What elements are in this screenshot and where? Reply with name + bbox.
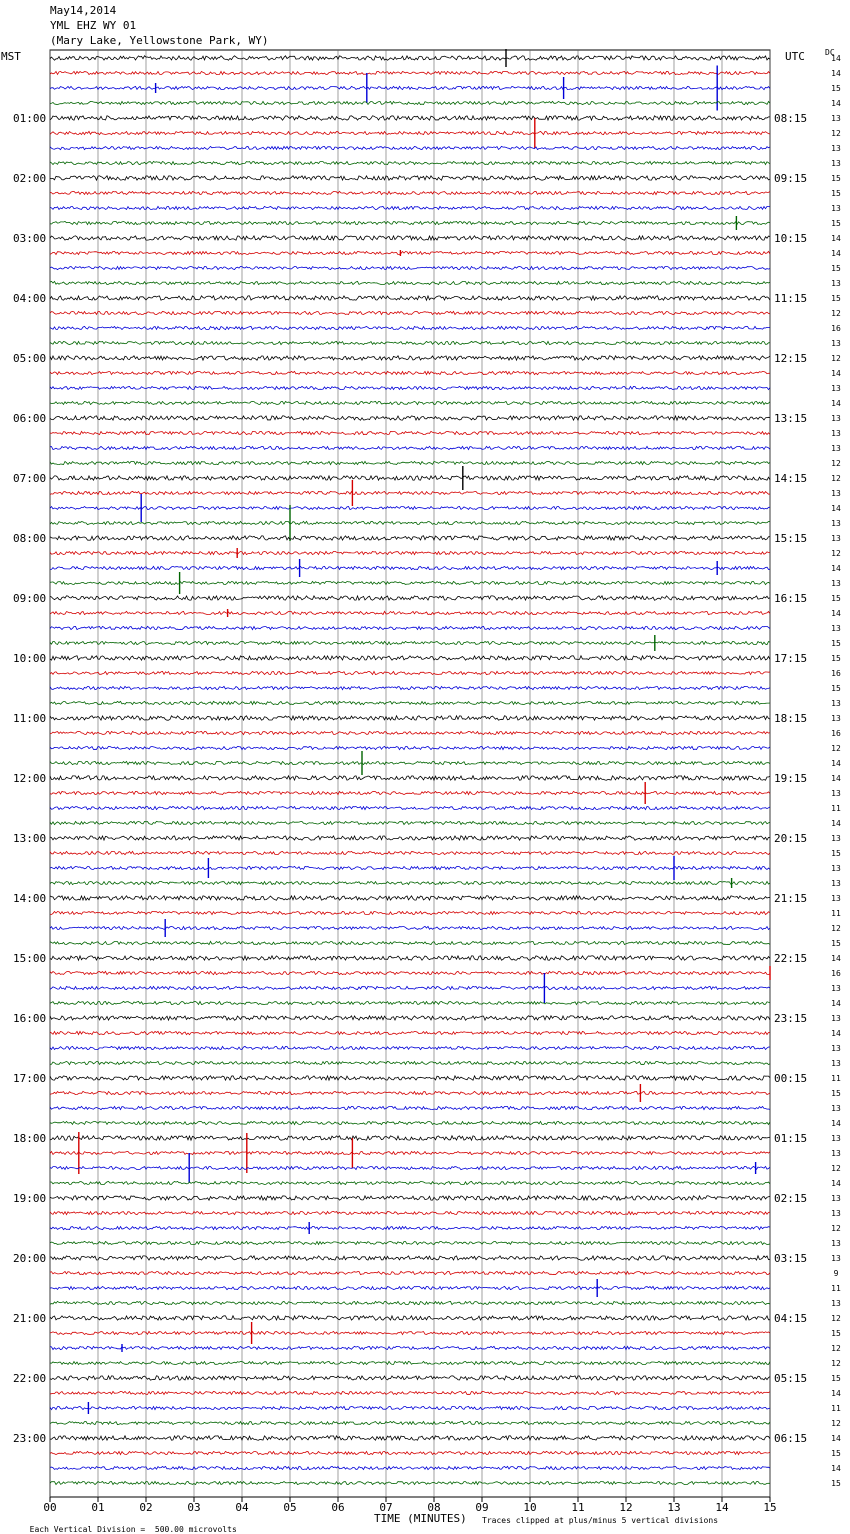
trace-row [50,896,770,900]
utc-hour-label: 01:15 [774,1132,808,1145]
dc-offset-value: 15 [831,294,841,303]
dc-offset-value: 12 [831,1224,841,1233]
dc-offset-value: 13 [831,429,841,438]
dc-offset-value: 13 [831,339,841,348]
utc-hour-label: 18:15 [774,712,808,725]
trace-row [50,971,770,974]
scale-note-value: 500.00 microvolts [154,1525,237,1534]
utc-hour-label: 10:15 [774,232,808,245]
trace-row [50,851,770,854]
trace-row [50,776,770,780]
dc-offset-value: 12 [831,1359,841,1368]
trace-row [50,611,770,614]
x-tick-label: 15 [763,1501,777,1514]
mst-axis-label: MST [1,50,21,63]
trace-row [50,1226,770,1229]
dc-offset-value: 13 [831,144,841,153]
mst-hour-label: 03:00 [13,232,47,245]
dc-offset-value: 16 [831,969,841,978]
dc-offset-value: 16 [831,729,841,738]
trace-row [50,671,770,674]
trace-row [50,386,770,389]
dc-offset-value: 13 [831,1194,841,1203]
dc-offset-value: 12 [831,549,841,558]
trace-row [50,326,770,329]
dc-offset-value: 13 [831,579,841,588]
dc-offset-value: 14 [831,1464,841,1473]
dc-offset-value: 15 [831,84,841,93]
mst-hour-label: 11:00 [13,712,47,725]
dc-offset-value: 15 [831,1374,841,1383]
mst-hour-label: 08:00 [13,532,47,545]
utc-hour-label: 16:15 [774,592,808,605]
trace-row [50,446,770,449]
dc-offset-value: 13 [831,1299,841,1308]
dc-offset-value: 12 [831,474,841,483]
trace-row [50,1091,770,1094]
title-date: May14,2014 [50,4,117,17]
dc-offset-value: 15 [831,219,841,228]
dc-offset-value: 13 [831,1254,841,1263]
trace-row [50,836,770,840]
mst-hour-label: 15:00 [13,952,47,965]
mst-hour-label: 02:00 [13,172,47,185]
x-tick-label: 04 [235,1501,249,1514]
x-tick-label: 02 [139,1501,153,1514]
dc-offset-value: 12 [831,1419,841,1428]
dc-offset-value: 11 [831,1284,841,1293]
x-tick-label: 01 [91,1501,105,1514]
dc-offset-value: 13 [831,114,841,123]
dc-offset-value: 13 [831,1044,841,1053]
dc-offset-value: 14 [831,69,841,78]
x-tick-label: 12 [619,1501,633,1514]
dc-offset-value: 14 [831,1434,841,1443]
utc-hour-label: 23:15 [774,1012,808,1025]
trace-row [50,1076,770,1080]
dc-offset-value: 15 [831,264,841,273]
trace-row [50,1196,770,1200]
trace-row [50,311,770,314]
mst-hour-label: 16:00 [13,1012,47,1025]
dc-offset-value: 15 [831,189,841,198]
x-tick-label: 05 [283,1501,297,1514]
dc-offset-value: 14 [831,234,841,243]
dc-offset-value: 16 [831,324,841,333]
utc-hour-label: 17:15 [774,652,808,665]
mst-hour-label: 14:00 [13,892,47,905]
trace-row [50,941,770,944]
trace-row [50,596,770,600]
trace-row [50,1481,770,1484]
dc-offset-value: 13 [831,519,841,528]
dc-offset-value: 15 [831,1329,841,1338]
trace-row [50,806,770,809]
trace-row [50,821,770,824]
dc-offset-value: 15 [831,939,841,948]
mst-hour-label: 06:00 [13,412,47,425]
dc-offset-value: 13 [831,414,841,423]
utc-hour-label: 19:15 [774,772,808,785]
mst-hour-label: 20:00 [13,1252,47,1265]
dc-axis-label: DC [825,48,835,57]
dc-offset-value: 12 [831,459,841,468]
dc-offset-value: 15 [831,849,841,858]
x-tick-label: 03 [187,1501,201,1514]
trace-row [50,116,770,120]
trace-row [50,191,770,194]
x-tick-label: 14 [715,1501,729,1514]
x-axis-label: TIME (MINUTES) [374,1512,467,1525]
dc-offset-value: 13 [831,1014,841,1023]
dc-offset-value: 14 [831,504,841,513]
trace-row [50,296,770,300]
dc-offset-value: 14 [831,564,841,573]
dc-offset-value: 16 [831,669,841,678]
mst-hour-label: 10:00 [13,652,47,665]
mst-hour-label: 07:00 [13,472,47,485]
trace-row [50,566,770,569]
trace-row [50,1181,770,1184]
utc-hour-label: 06:15 [774,1432,808,1445]
dc-offset-value: 13 [831,789,841,798]
trace-row [50,1061,770,1064]
dc-offset-value: 14 [831,1029,841,1038]
mst-hour-label: 21:00 [13,1312,47,1325]
utc-hour-label: 13:15 [774,412,808,425]
trace-row [50,911,770,914]
x-tick-label: 06 [331,1501,345,1514]
dc-offset-value: 15 [831,1449,841,1458]
mst-hour-label: 05:00 [13,352,47,365]
trace-row [50,986,770,989]
trace-row [50,1391,770,1394]
dc-offset-value: 15 [831,594,841,603]
dc-offset-value: 14 [831,1119,841,1128]
dc-offset-value: 11 [831,804,841,813]
utc-hour-label: 11:15 [774,292,808,305]
mst-hour-label: 17:00 [13,1072,47,1085]
scale-note-prefix: Each Vertical Division = [29,1525,146,1534]
trace-row [50,266,770,269]
dc-offset-value: 15 [831,684,841,693]
trace-row [50,1466,770,1469]
trace-row [50,71,770,74]
x-tick-label: 07 [379,1501,393,1514]
utc-hour-label: 21:15 [774,892,808,905]
utc-hour-label: 04:15 [774,1312,808,1325]
trace-row [50,581,770,584]
utc-hour-label: 12:15 [774,352,808,365]
trace-row [50,206,770,209]
dc-offset-value: 13 [831,714,841,723]
mst-hour-label: 23:00 [13,1432,47,1445]
utc-hour-label: 09:15 [774,172,808,185]
trace-row [50,521,770,524]
trace-row [50,1031,770,1034]
mst-hour-label: 12:00 [13,772,47,785]
mst-hour-label: 18:00 [13,1132,47,1145]
trace-row [50,551,770,554]
dc-offset-value: 13 [831,444,841,453]
dc-offset-value: 14 [831,1389,841,1398]
dc-offset-value: 15 [831,1089,841,1098]
trace-row [50,1346,770,1349]
trace-row [50,221,770,224]
dc-offset-value: 14 [831,249,841,258]
clip-note: Traces clipped at plus/minus 5 vertical divisions [482,1516,719,1525]
dc-offset-value: 14 [831,954,841,963]
dc-offset-value: 13 [831,159,841,168]
trace-row [50,1376,770,1380]
dc-offset-value: 13 [831,624,841,633]
dc-offset-value: 13 [831,834,841,843]
trace-row [50,236,770,240]
trace-row [50,506,770,509]
trace-row [50,1361,770,1364]
mst-hour-label: 19:00 [13,1192,47,1205]
dc-offset-value: 13 [831,1209,841,1218]
trace-row [50,56,770,60]
dc-offset-value: 11 [831,909,841,918]
trace-row [50,881,770,884]
dc-offset-value: 12 [831,1314,841,1323]
trace-row [50,1271,770,1274]
dc-offset-value: 14 [831,54,841,63]
dc-offset-value: 12 [831,744,841,753]
x-tick-label: 11 [571,1501,585,1514]
trace-row [50,491,770,494]
trace-row [50,1256,770,1260]
utc-hour-label: 02:15 [774,1192,808,1205]
mst-hour-label: 04:00 [13,292,47,305]
trace-row [50,1286,770,1289]
dc-offset-value: 9 [833,1269,839,1278]
trace-row [50,791,770,794]
trace-row [50,866,770,869]
dc-offset-value: 13 [831,1059,841,1068]
trace-row [50,626,770,629]
dc-offset-value: 15 [831,654,841,663]
mst-hour-label: 22:00 [13,1372,47,1385]
dc-offset-value: 13 [831,879,841,888]
trace-row [50,1046,770,1049]
trace-row [50,716,770,720]
dc-offset-value: 13 [831,489,841,498]
dc-offset-value: 14 [831,774,841,783]
trace-row [50,146,770,149]
dc-offset-value: 13 [831,1104,841,1113]
trace-row [50,476,770,480]
dc-offset-value: 14 [831,369,841,378]
trace-row [50,416,770,420]
trace-row [50,431,770,434]
trace-row [50,371,770,374]
dc-offset-value: 13 [831,279,841,288]
utc-hour-label: 20:15 [774,832,808,845]
dc-offset-value: 12 [831,1344,841,1353]
trace-row [50,1406,770,1409]
trace-row [50,281,770,284]
dc-offset-value: 14 [831,999,841,1008]
dc-offset-value: 13 [831,204,841,213]
utc-hour-label: 22:15 [774,952,808,965]
mst-hour-label: 01:00 [13,112,47,125]
trace-row [50,731,770,734]
trace-row [50,401,770,404]
utc-hour-label: 08:15 [774,112,808,125]
x-tick-label: 08 [427,1501,441,1514]
trace-row [50,1241,770,1244]
trace-row [50,761,770,764]
trace-row [50,161,770,164]
trace-row [50,356,770,360]
dc-offset-value: 13 [831,984,841,993]
utc-axis-label: UTC [785,50,805,63]
dc-offset-value: 15 [831,174,841,183]
dc-offset-value: 14 [831,759,841,768]
dc-offset-value: 14 [831,399,841,408]
trace-row [50,1436,770,1440]
dc-offset-value: 13 [831,1239,841,1248]
trace-row [50,1151,770,1154]
dc-offset-value: 14 [831,609,841,618]
title-location: (Mary Lake, Yellowstone Park, WY) [50,34,269,47]
trace-row [50,1451,770,1454]
trace-row [50,956,770,960]
dc-offset-value: 14 [831,1179,841,1188]
scale-note [20,1516,237,1534]
dc-offset-value: 15 [831,1479,841,1488]
trace-row [50,251,770,254]
dc-offset-value: 13 [831,1134,841,1143]
trace-row [50,86,770,89]
x-tick-label: 00 [43,1501,57,1514]
dc-offset-value: 12 [831,309,841,318]
trace-row [50,1136,770,1140]
trace-row [50,1001,770,1004]
x-tick-label: 13 [667,1501,681,1514]
trace-row [50,1211,770,1214]
trace-row [50,656,770,660]
dc-offset-value: 13 [831,384,841,393]
trace-row [50,1331,770,1334]
trace-row [50,1301,770,1304]
dc-offset-value: 14 [831,819,841,828]
trace-row [50,341,770,344]
utc-hour-label: 03:15 [774,1252,808,1265]
dc-offset-value: 15 [831,639,841,648]
trace-row [50,746,770,749]
x-tick-label: 09 [475,1501,489,1514]
trace-row [50,461,770,464]
dc-offset-value: 12 [831,354,841,363]
utc-hour-label: 14:15 [774,472,808,485]
trace-row [50,686,770,689]
trace-row [50,1421,770,1424]
title-station: YML EHZ WY 01 [50,19,137,32]
dc-offset-value: 11 [831,1404,841,1413]
trace-row [50,701,770,704]
trace-row [50,536,770,540]
dc-offset-value: 13 [831,1149,841,1158]
dc-offset-value: 11 [831,1074,841,1083]
dc-offset-value: 13 [831,894,841,903]
trace-row [50,1316,770,1320]
utc-hour-label: 15:15 [774,532,808,545]
trace-row [50,101,770,104]
trace-row [50,176,770,180]
utc-hour-label: 05:15 [774,1372,808,1385]
dc-offset-value: 12 [831,129,841,138]
dc-offset-value: 13 [831,699,841,708]
trace-row [50,131,770,134]
trace-row [50,1106,770,1109]
dc-offset-value: 13 [831,864,841,873]
trace-row [50,1121,770,1124]
mst-hour-label: 13:00 [13,832,47,845]
dc-offset-value: 13 [831,534,841,543]
trace-row [50,1166,770,1169]
trace-row [50,1016,770,1020]
dc-offset-value: 14 [831,99,841,108]
trace-row [50,641,770,644]
dc-offset-value: 12 [831,1164,841,1173]
utc-hour-label: 00:15 [774,1072,808,1085]
x-tick-label: 10 [523,1501,537,1514]
dc-offset-value: 12 [831,924,841,933]
trace-row [50,926,770,929]
mst-hour-label: 09:00 [13,592,47,605]
